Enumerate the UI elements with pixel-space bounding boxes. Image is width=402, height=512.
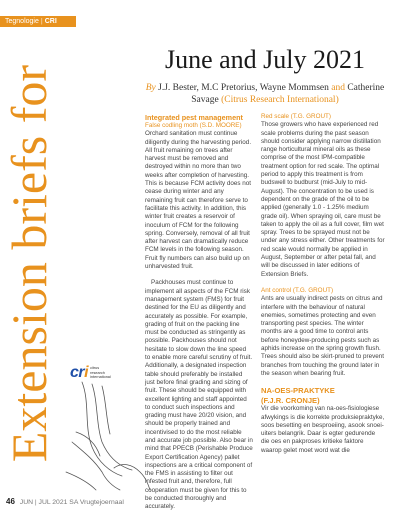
byline-authors: J.J. Bester, M.C Pretorius, Wayne Mommsen <box>158 83 329 93</box>
logo-mark-b: i <box>84 364 89 381</box>
section-separator: | <box>40 18 43 25</box>
paragraph: Vir die voorkoming van na-oes-fisiologiese afwykings is die korrekte produksiepraktyke, soos besetting en besproeiing, asook snoei- uiters belangrik. Daar is egter gedurende die oes en pakproses kritieke faktore waarop gelet moet word wat die <box>261 405 385 454</box>
byline <box>140 82 390 106</box>
paragraph: Ants are usually indirect pests on citrus and interfere with the behaviour of natural enemies, sometimes protecting and even transporting pest species. The winter months are a good time to control ants before honeydew-producing pests such as aphids increase on the spring growth flush. Trees should also be skirt-pruned to prevent branches from touching the ground later in the season when bearing fruit. <box>261 295 384 377</box>
page-title: June and July 2021 <box>164 45 366 74</box>
section-heading-na-oes: NA-OES-PRAKTYKE <box>261 386 335 396</box>
paragraph: Orchard sanitation must continue diligently during the harvesting period. All fruit remaining on trees after harvest must be removed and destroyed within no more than two weeks after completion of harvesting. This is because FCM activity does not cease during winter and any remaining fruit can therefore serve to facilitate this activity. In addition, this winter fruit creates a reservoir of inoculum of FCM for the following spring. Conversely, removal of all fruit after harvest can dramatically reduce FCM levels in the following season. Fruit fly numbers can also build up on unharvested fruit. <box>145 130 252 271</box>
hand-sketch-illustration <box>62 372 152 492</box>
article-column-2 <box>261 113 385 505</box>
byline-and: and <box>331 83 345 93</box>
vertical-title <box>1 20 57 508</box>
vertical-title-text: Extension briefs for <box>1 65 57 463</box>
byline-affiliation: (Citrus Research International) <box>221 95 339 105</box>
section-heading-na-oes-author: (F.J.R. CRONJE) <box>261 395 320 405</box>
paragraph: Those growers who have experienced red scale problems during the past season should consider applying narrow distillation range horticultural mineral oils as these comprise of the most IPM-compatible treatment option for red scale. The optimal period to apply this treatment is from budswell to budburst (mid-July to mid-August). The concentration to be used is dependent on the grade of the oil to be applied (generally 1.0 - 1.25% medium grade oil). When spraying oil, care must be taken to apply the oil as a full cover, film wet spray. Trees to be sprayed must not be under any stress either. Other treatments for red scale would normally be applied in August, September or after petal fall, and will be discussed in later editions of Extension Briefs. <box>261 121 385 278</box>
logo-line: international <box>90 375 111 380</box>
subheading-ant-control: Ant control (T.G. GROUT) <box>261 286 334 294</box>
logo-line: citrus <box>90 366 100 371</box>
logo-line: research <box>90 370 105 375</box>
article-column-1 <box>145 113 253 511</box>
section-abbr: CRI <box>44 18 57 25</box>
byline-last-author: Catherine Savage <box>191 83 385 105</box>
subheading-red-scale: Red scale (T.G. GROUT) <box>261 113 331 120</box>
page-number: 46 <box>6 497 15 506</box>
issue-info: JUN | JUL 2021 SA Vrugtejoernaal <box>19 499 124 506</box>
section-heading-ipm: Integrated pest management <box>145 113 243 122</box>
section-label: Tegnologie <box>5 18 39 25</box>
subheading-fcm: False codling moth (S.D. MOORE) <box>145 122 242 129</box>
page-footer <box>6 497 124 506</box>
byline-by: By <box>145 83 156 93</box>
logo-mark-a: cr <box>70 364 85 381</box>
paragraph: Packhouses must continue to implement all aspects of the FCM risk management system (FMS) for fruit destined for the EU as diligently and accurately as possible. For example, grading of fruit on the packing line must be conducted as stringently as possible. Packhouses should not hesitate to slow down the line speed to enable more careful scrutiny of fruit. Additionally, a designated inspection table should preferably be installed just before final grading and sizing of fruit. These should be equipped with excellent lighting and staff appointed to conduct such inspections and grading must have 20/20 vision, and should be properly trained and incentivised to do the most reliable and accurate job possible. Also bear in mind that PPECB (Perishable Produce Export Certification Agency) pallet inspections are a critical component of the FMS in assisting to filter out infested fruit and, therefore, full cooperation must be given for this to be conducted thoroughly and accurately. <box>145 279 253 511</box>
